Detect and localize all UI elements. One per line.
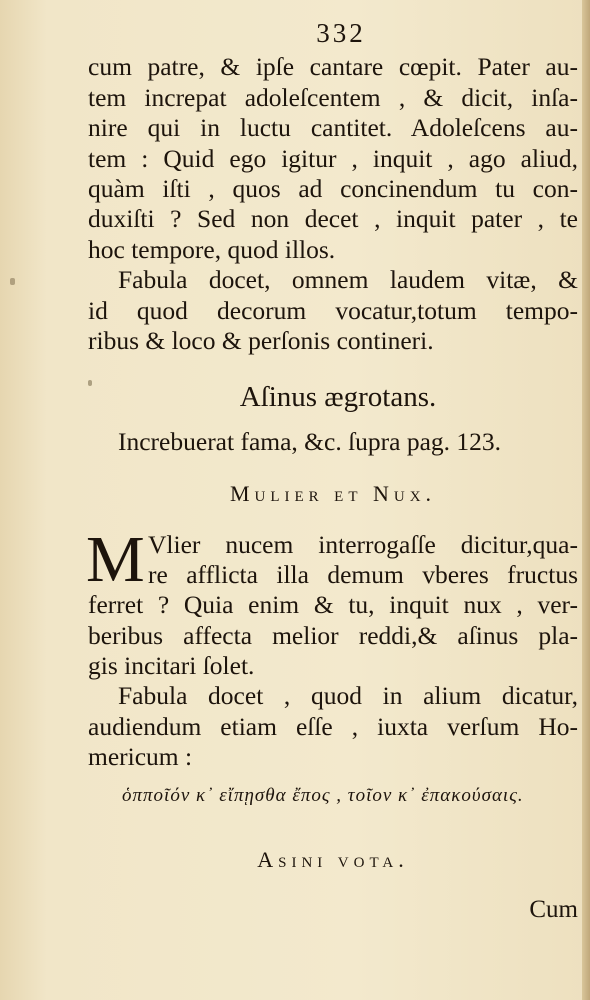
greek-verse: ὁπποῖόν κ᾽ εἴπῃσθα ἔπος , τοῖον κ᾽ ἐπακούσαις.	[122, 784, 524, 806]
text-line: tem increpat adoleſcentem , & dicit, inſa-	[88, 82, 578, 112]
text-line: ribus & loco & perſonis contineri.	[88, 325, 434, 355]
ink-speck	[10, 278, 15, 285]
text-line: cum patre, & ipſe cantare cœpit. Pater au-	[88, 52, 578, 82]
text-line: re afflicta illa demum vberes fructus	[148, 559, 578, 589]
text-line: Vlier nucem interrogaſſe dicitur,qua-	[148, 529, 578, 559]
text-line: audiendum etiam eſſe , iuxta verſum Ho-	[88, 711, 578, 741]
text-line: nire qui in luctu cantitet. Adoleſcens au-	[88, 113, 578, 143]
text-line: hoc tempore, quod illos.	[88, 234, 336, 264]
text-line: ferret ? Quia enim & tu, inquit nux , ver-	[88, 590, 578, 620]
text-line: Fabula docet , quod in alium dicatur,	[118, 681, 578, 711]
text-line: quàm iſti , quos ad concinendum tu con-	[88, 173, 578, 203]
drop-capital: M	[86, 522, 145, 596]
page-text	[88, 18, 578, 926]
text-line: duxiſti ? Sed non decet , inquit pater , te	[88, 204, 578, 234]
moral-2	[88, 681, 578, 772]
fable-title-asini-vota: Asini vota.	[257, 847, 409, 873]
page-number: 332	[316, 18, 366, 48]
catchword: Cum	[529, 896, 578, 924]
text-line: Fabula docet, omnem laudem vitæ, &	[118, 265, 578, 295]
text-line: gis incitari ſolet.	[88, 651, 255, 681]
fable-title-mulier: Mulier et Nux.	[229, 481, 437, 507]
cross-reference: Increbuerat fama, &c. ſupra pag. 123.	[118, 426, 502, 456]
text-line: beribus affecta melior reddi,& aſinus pla-	[88, 620, 578, 650]
text-line: id quod decorum vocatur,totum tempo-	[88, 295, 578, 325]
paragraph-1	[88, 52, 578, 265]
text-line: tem : Quid ego igitur , inquit , ago aliud,	[88, 143, 578, 173]
paragraph-2	[86, 522, 578, 682]
moral-1	[88, 265, 578, 356]
page-gutter	[582, 0, 590, 1000]
fable-title-asinus: Aſinus ægrotans.	[239, 381, 437, 414]
text-line: mericum :	[88, 742, 193, 772]
